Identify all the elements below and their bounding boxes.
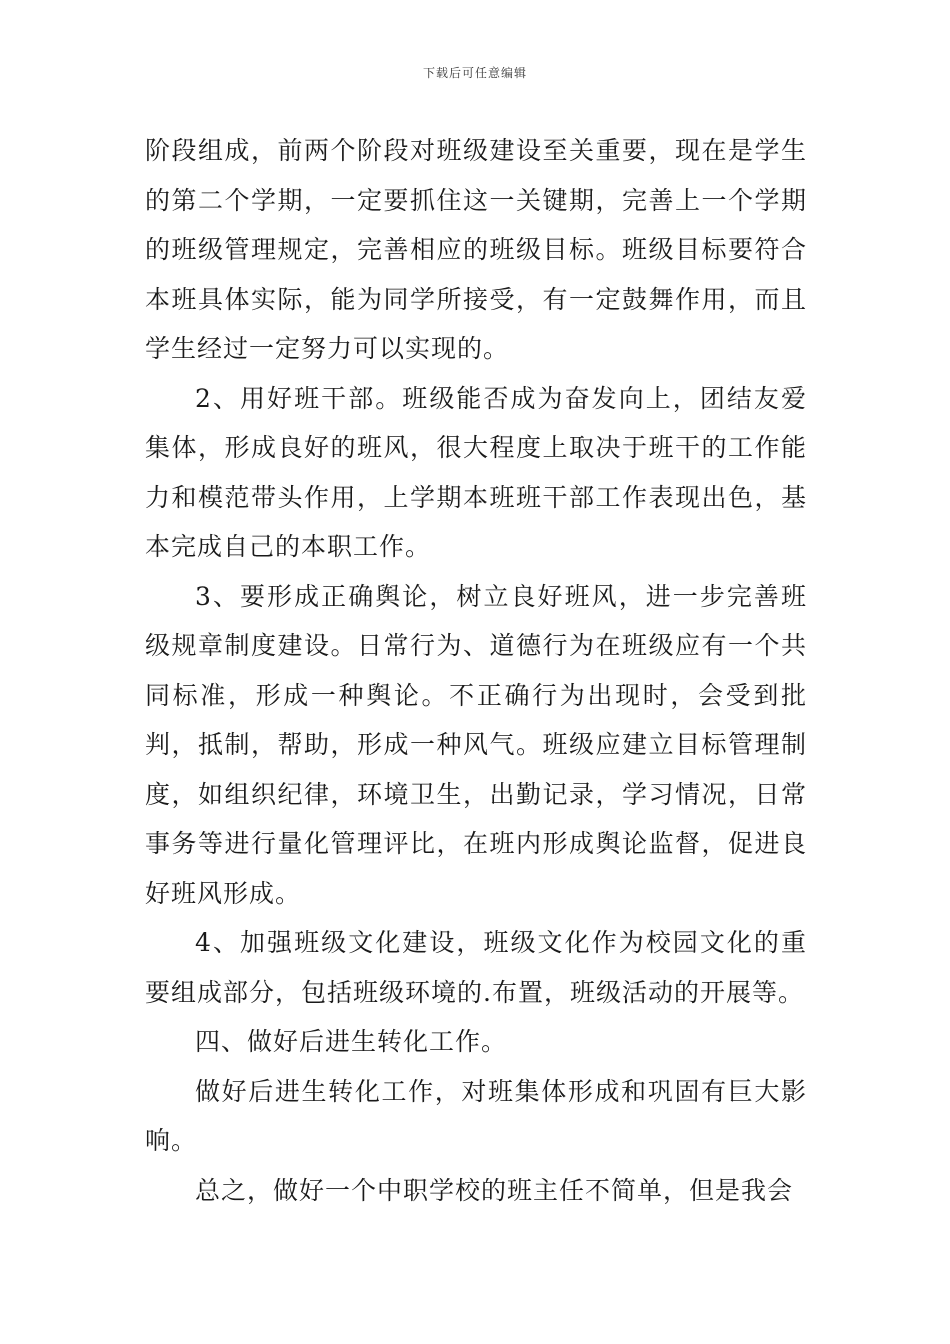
paragraph-5: 四、做好后进生转化工作。 bbox=[195, 1027, 508, 1056]
document-body bbox=[145, 126, 807, 1215]
page-header-note: 下载后可任意编辑 bbox=[422, 66, 527, 80]
paragraph-2: 2、用好班干部。班级能否成为奋发向上，团结友爱集体，形成良好的班风，很大程度上取决于班干的工作能力和模范带头作用，上学期本班班干部工作表现出色，基本完成自己的本职工作。 bbox=[145, 383, 807, 561]
paragraph-1: 阶段组成，前两个阶段对班级建设至关重要，现在是学生的第二个学期，一定要抓住这一关键期，完善上一个学期的班级管理规定，完善相应的班级目标。班级目标要符合本班具体实际，能为同学所接受，有一定鼓舞作用，而且学生经过一定努力可以实现的。 bbox=[145, 136, 807, 363]
paragraph-4: 4、加强班级文化建设，班级文化作为校园文化的重要组成部分，包括班级环境的.布置，班级活动的开展等。 bbox=[145, 928, 807, 1007]
paragraph-7: 总之，做好一个中职学校的班主任不简单，但是我会 bbox=[195, 1175, 794, 1205]
paragraph-3: 3、要形成正确舆论，树立良好班风，进一步完善班级规章制度建设。日常行为、道德行为在班级应有一个共同标准，形成一种舆论。不正确行为出现时，会受到批判，抵制，帮助，形成一种风气。班级应建立目标管理制度，如组织纪律，环境卫生，出勤记录，学习情况，日常事务等进行量化管理评比，在班内形成舆论监督，促进良好班风形成。 bbox=[145, 581, 807, 908]
paragraph-6: 做好后进生转化工作，对班集体形成和巩固有巨大影响。 bbox=[145, 1076, 807, 1155]
